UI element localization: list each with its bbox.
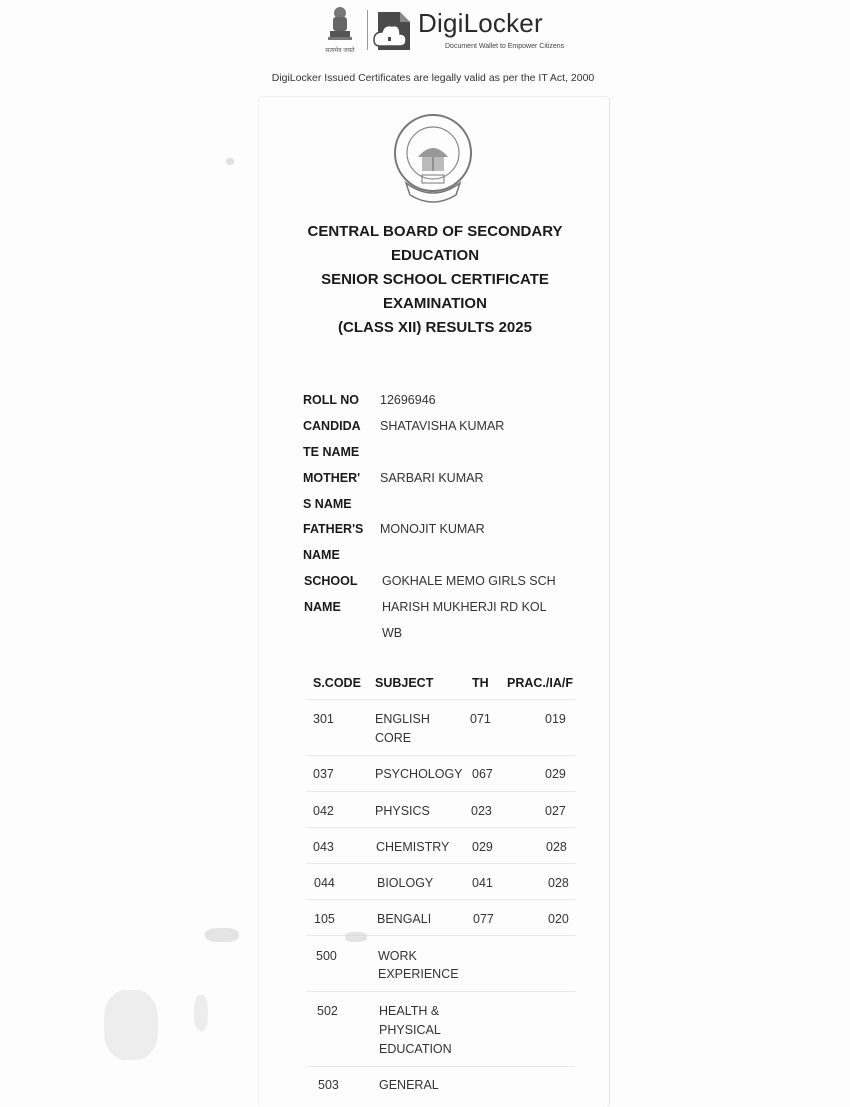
subject-code: 043 bbox=[313, 840, 334, 854]
subject-name: PSYCHOLOGY bbox=[375, 767, 463, 781]
subject-name: BENGALI bbox=[377, 912, 432, 926]
subject-name: WORK bbox=[378, 949, 417, 963]
theory-marks: 077 bbox=[473, 912, 494, 926]
candidate-name-value: SHATAVISHA KUMAR bbox=[380, 419, 505, 433]
scan-smudge bbox=[194, 995, 208, 1031]
practical-marks: 029 bbox=[545, 767, 566, 781]
national-emblem-icon bbox=[322, 5, 358, 51]
board-title-line: EDUCATION bbox=[390, 247, 480, 264]
theory-marks: 071 bbox=[470, 712, 491, 726]
practical-marks: 020 bbox=[548, 912, 569, 926]
subject-code: 503 bbox=[318, 1078, 339, 1092]
practical-marks: 028 bbox=[546, 840, 567, 854]
emblem-caption: सत्यमेव जयते bbox=[325, 48, 355, 54]
subject-code: 502 bbox=[317, 1004, 338, 1018]
mother-name-value: SARBARI KUMAR bbox=[380, 471, 484, 485]
school-name-value: WB bbox=[382, 626, 403, 640]
row-divider bbox=[307, 827, 575, 828]
subject-name: EDUCATION bbox=[379, 1042, 452, 1056]
digilocker-logo-icon bbox=[370, 10, 414, 52]
digilocker-tagline: Document Wallet to Empower Citizens bbox=[445, 43, 565, 50]
board-title bbox=[290, 220, 580, 340]
mother-name-label: S NAME bbox=[303, 497, 352, 511]
row-divider bbox=[307, 863, 575, 864]
row-divider bbox=[307, 699, 575, 700]
practical-marks: 019 bbox=[545, 712, 566, 726]
scan-smudge bbox=[345, 932, 367, 942]
subject-name: CORE bbox=[375, 731, 412, 745]
row-divider bbox=[307, 991, 575, 992]
mother-name-label: MOTHER' bbox=[303, 471, 361, 485]
school-name-value: GOKHALE MEMO GIRLS SCH bbox=[382, 574, 556, 588]
row-divider bbox=[307, 755, 575, 756]
practical-marks: 028 bbox=[548, 876, 569, 890]
board-title-line: CENTRAL BOARD OF SECONDARY bbox=[307, 223, 563, 240]
header-practical: PRAC./IA/F bbox=[507, 676, 573, 690]
theory-marks: 029 bbox=[472, 840, 493, 854]
subject-code: 500 bbox=[316, 949, 337, 963]
theory-marks: 041 bbox=[472, 876, 493, 890]
board-title-line: SENIOR SCHOOL CERTIFICATE bbox=[321, 271, 549, 288]
subject-name: ENGLISH bbox=[375, 712, 430, 726]
validity-note: DigiLocker Issued Certificates are legally valid as per the IT Act, 2000 bbox=[271, 72, 595, 84]
father-name-value: MONOJIT KUMAR bbox=[380, 522, 485, 536]
candidate-name-label: TE NAME bbox=[303, 445, 360, 459]
board-title-line: EXAMINATION bbox=[383, 295, 487, 312]
subject-name: BIOLOGY bbox=[377, 876, 434, 890]
subject-code: 037 bbox=[313, 767, 334, 781]
header-code: S.CODE bbox=[313, 676, 361, 690]
candidate-name-label: CANDIDA bbox=[303, 419, 361, 433]
theory-marks: 067 bbox=[472, 767, 493, 781]
subject-name: HEALTH & bbox=[379, 1004, 440, 1018]
practical-marks: 027 bbox=[545, 804, 566, 818]
subject-name: CHEMISTRY bbox=[376, 840, 450, 854]
theory-marks: 023 bbox=[471, 804, 492, 818]
scan-smudge bbox=[104, 990, 158, 1060]
header-theory: TH bbox=[472, 676, 489, 690]
subject-code: 105 bbox=[314, 912, 335, 926]
roll-no-value: 12696946 bbox=[380, 393, 436, 407]
subject-name: PHYSICS bbox=[375, 804, 430, 818]
cbse-seal-icon bbox=[390, 113, 476, 207]
subject-code: 042 bbox=[313, 804, 334, 818]
scan-smudge bbox=[205, 928, 239, 942]
row-divider bbox=[307, 791, 575, 792]
digilocker-header bbox=[0, 0, 850, 100]
school-name-label: NAME bbox=[304, 600, 341, 614]
subject-name: EXPERIENCE bbox=[378, 967, 459, 981]
header-subject: SUBJECT bbox=[375, 676, 434, 690]
roll-no-label: ROLL NO bbox=[303, 393, 360, 407]
header-divider bbox=[367, 10, 368, 50]
board-title-line: (CLASS XII) RESULTS 2025 bbox=[338, 319, 532, 336]
row-divider bbox=[307, 899, 575, 900]
school-name-value: HARISH MUKHERJI RD KOL bbox=[382, 600, 547, 614]
father-name-label: FATHER'S bbox=[303, 522, 364, 536]
school-name-label: SCHOOL bbox=[304, 574, 358, 588]
subject-code: 044 bbox=[314, 876, 335, 890]
subject-name: GENERAL bbox=[379, 1078, 439, 1092]
scan-smudge bbox=[226, 158, 234, 165]
row-divider bbox=[307, 1066, 575, 1067]
digilocker-brand: DigiLocker bbox=[418, 8, 543, 38]
subject-code: 301 bbox=[313, 712, 334, 726]
father-name-label: NAME bbox=[303, 548, 340, 562]
subject-name: PHYSICAL bbox=[379, 1023, 441, 1037]
